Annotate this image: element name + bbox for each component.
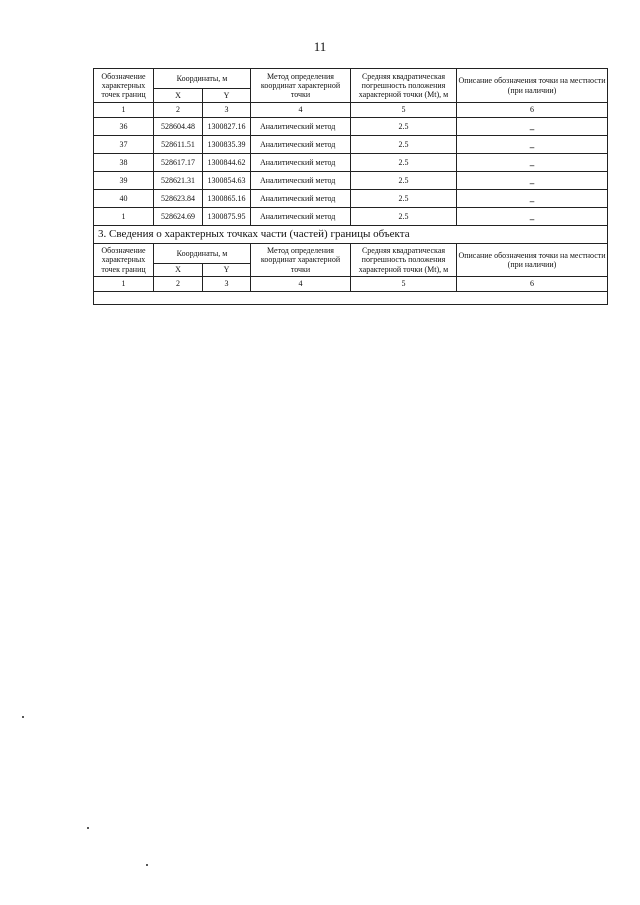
method: Аналитический метод bbox=[251, 172, 351, 190]
column-number: 3 bbox=[203, 103, 251, 118]
column-number: 1 bbox=[94, 103, 154, 118]
column-number: 3 bbox=[203, 277, 251, 292]
description: – bbox=[457, 136, 608, 154]
header-x: X bbox=[154, 89, 203, 103]
table-row bbox=[94, 118, 608, 136]
header-coordinates: Координаты, м bbox=[154, 69, 251, 89]
point-id: 39 bbox=[94, 172, 154, 190]
coord-y: 1300865.16 bbox=[203, 190, 251, 208]
method: Аналитический метод bbox=[251, 208, 351, 226]
section-title: 3. Сведения о характерных точках части (частей) границы объекта bbox=[94, 226, 608, 244]
column-number: 5 bbox=[351, 277, 457, 292]
section3-header-row bbox=[94, 244, 608, 264]
table-row bbox=[94, 172, 608, 190]
header-y: Y bbox=[203, 89, 251, 103]
point-id: 1 bbox=[94, 208, 154, 226]
header-method: Метод определения координат характерной точки bbox=[251, 69, 351, 103]
error: 2.5 bbox=[351, 172, 457, 190]
section3-header-y: Y bbox=[203, 264, 251, 277]
coord-x: 528624.69 bbox=[154, 208, 203, 226]
point-id: 40 bbox=[94, 190, 154, 208]
header-designation: Обозначение характерных точек границ bbox=[94, 69, 154, 103]
point-id: 36 bbox=[94, 118, 154, 136]
boundary-points-table bbox=[93, 68, 608, 305]
method: Аналитический метод bbox=[251, 154, 351, 172]
description: – bbox=[457, 118, 608, 136]
error: 2.5 bbox=[351, 136, 457, 154]
scan-speck bbox=[22, 716, 24, 718]
column-number: 6 bbox=[457, 277, 608, 292]
table-row bbox=[94, 154, 608, 172]
description: – bbox=[457, 208, 608, 226]
section3-header-coordinates: Координаты, м bbox=[154, 244, 251, 264]
section3-header-method: Метод определения координат характерной точки bbox=[251, 244, 351, 277]
error: 2.5 bbox=[351, 118, 457, 136]
column-number: 4 bbox=[251, 103, 351, 118]
section3-header-x: X bbox=[154, 264, 203, 277]
scan-speck bbox=[146, 864, 148, 866]
column-number: 2 bbox=[154, 103, 203, 118]
column-number: 2 bbox=[154, 277, 203, 292]
page-number: 11 bbox=[313, 39, 327, 54]
error: 2.5 bbox=[351, 208, 457, 226]
coord-y: 1300875.95 bbox=[203, 208, 251, 226]
method: Аналитический метод bbox=[251, 190, 351, 208]
coord-y: 1300844.62 bbox=[203, 154, 251, 172]
table-header-row bbox=[94, 69, 608, 89]
coord-y: 1300854.63 bbox=[203, 172, 251, 190]
coord-x: 528623.84 bbox=[154, 190, 203, 208]
column-number: 6 bbox=[457, 103, 608, 118]
section3-header-designation: Обозначение характерных точек границ bbox=[94, 244, 154, 277]
column-number: 1 bbox=[94, 277, 154, 292]
error: 2.5 bbox=[351, 190, 457, 208]
column-numbers-row bbox=[94, 103, 608, 118]
section3-column-numbers-row bbox=[94, 277, 608, 292]
column-number: 4 bbox=[251, 277, 351, 292]
empty-row bbox=[94, 292, 608, 305]
coord-y: 1300827.16 bbox=[203, 118, 251, 136]
section-title-row bbox=[94, 226, 608, 244]
coord-x: 528621.31 bbox=[154, 172, 203, 190]
error: 2.5 bbox=[351, 154, 457, 172]
section3-header-error: Средняя квадратическая погрешность положения характерной точки (Mt), м bbox=[351, 244, 457, 277]
table-row bbox=[94, 190, 608, 208]
description: – bbox=[457, 172, 608, 190]
header-error: Средняя квадратическая погрешность положения характерной точки (Mt), м bbox=[351, 69, 457, 103]
point-id: 38 bbox=[94, 154, 154, 172]
table-row bbox=[94, 136, 608, 154]
description: – bbox=[457, 154, 608, 172]
point-id: 37 bbox=[94, 136, 154, 154]
table-row bbox=[94, 208, 608, 226]
coord-y: 1300835.39 bbox=[203, 136, 251, 154]
method: Аналитический метод bbox=[251, 136, 351, 154]
column-number: 5 bbox=[351, 103, 457, 118]
empty-cell bbox=[94, 292, 608, 305]
method: Аналитический метод bbox=[251, 118, 351, 136]
scan-speck bbox=[87, 827, 89, 829]
coord-x: 528611.51 bbox=[154, 136, 203, 154]
description: – bbox=[457, 190, 608, 208]
section3-header-description: Описание обозначения точки на местности (при наличии) bbox=[457, 244, 608, 277]
header-description: Описание обозначения точки на местности (при наличии) bbox=[457, 69, 608, 103]
coord-x: 528604.48 bbox=[154, 118, 203, 136]
coord-x: 528617.17 bbox=[154, 154, 203, 172]
